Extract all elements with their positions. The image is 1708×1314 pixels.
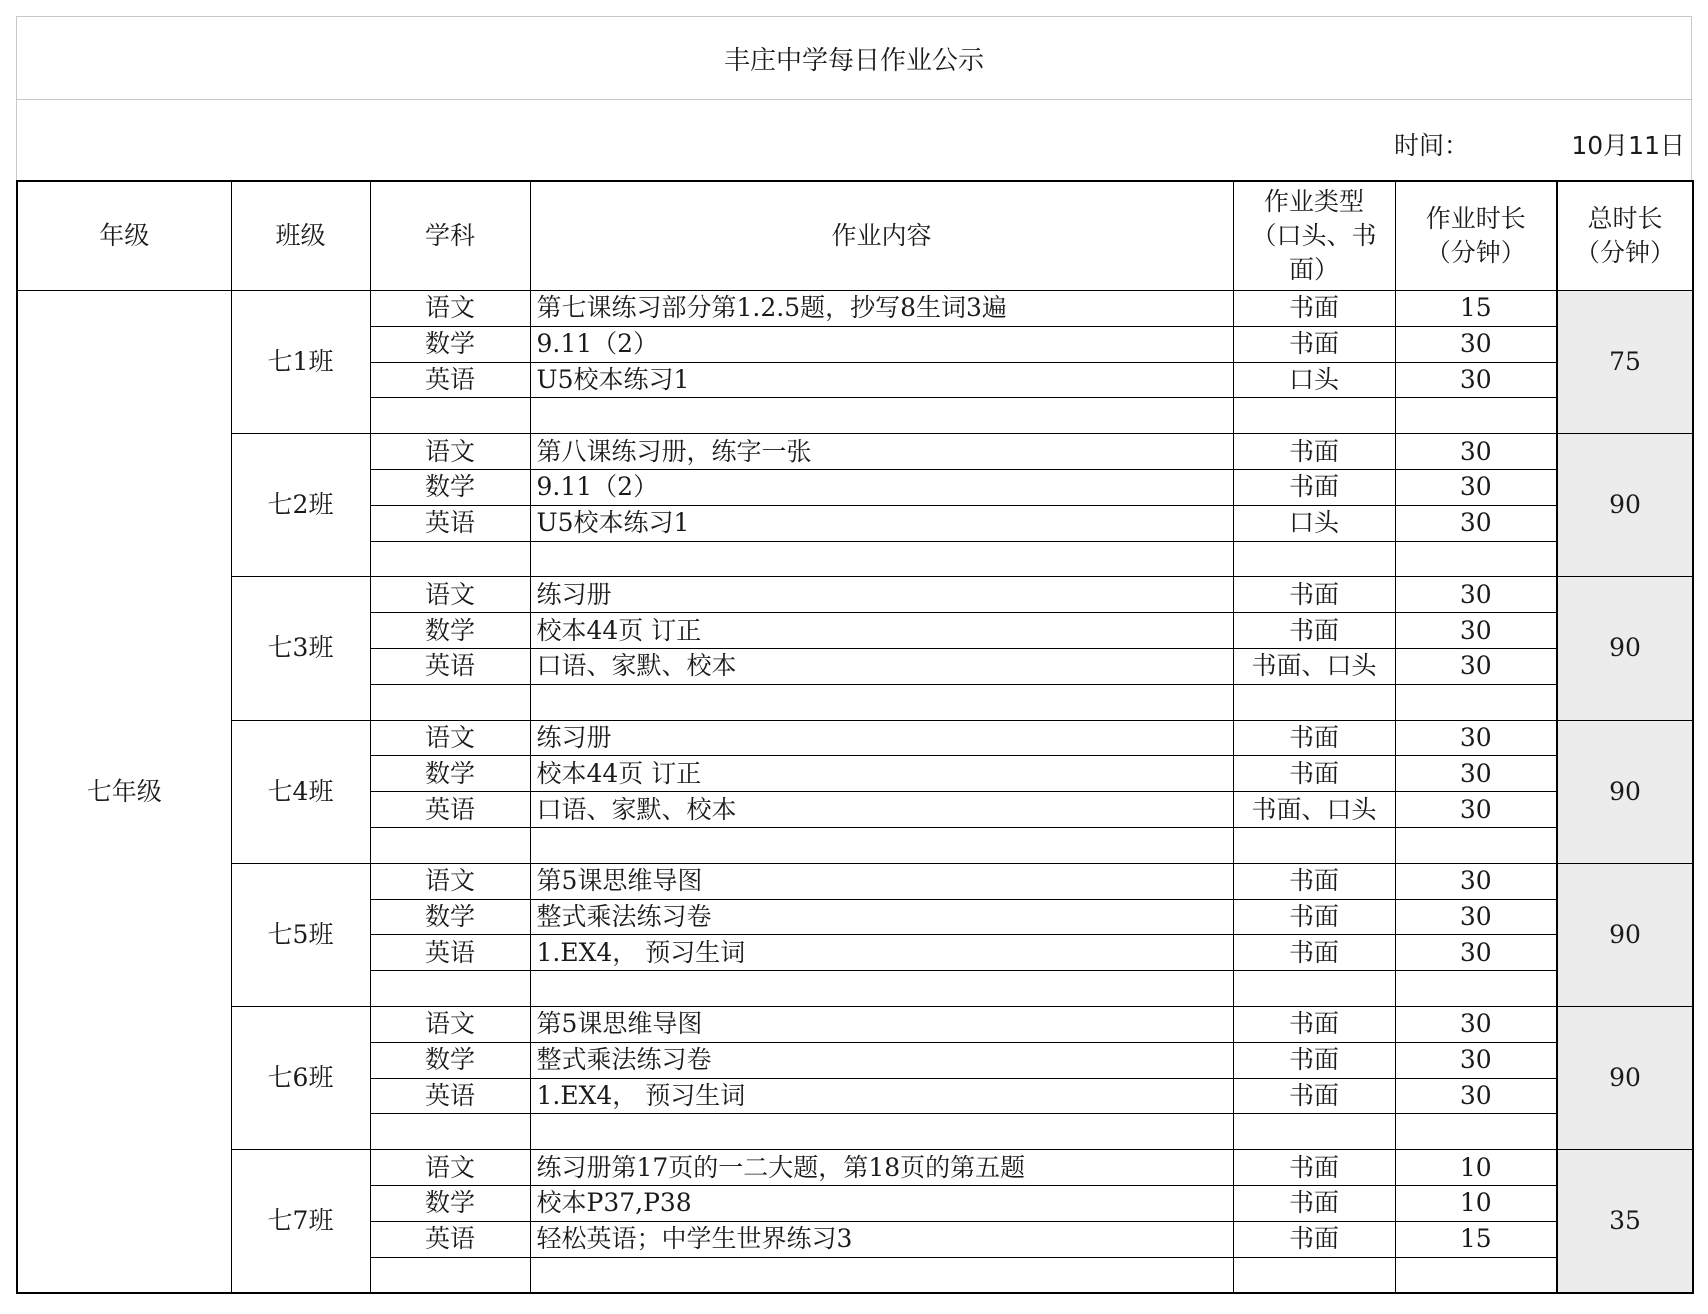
table-row [17, 1006, 1693, 1042]
subject-cell: 语文 [370, 577, 530, 613]
type-cell [1233, 541, 1395, 577]
class-cell: 七7班 [231, 1150, 370, 1294]
content-cell: U5校本练习1 [530, 505, 1233, 541]
header-duration-line1: 作业时长 [1425, 204, 1526, 233]
duration-cell: 30 [1395, 899, 1557, 935]
content-cell: 轻松英语；中学生世界练习3 [530, 1221, 1233, 1257]
header-content: 作业内容 [530, 181, 1233, 291]
content-cell: 1.EX4， 预习生词 [530, 1078, 1233, 1114]
subject-cell [370, 684, 530, 720]
table-row [17, 434, 1693, 470]
duration-cell [1395, 541, 1557, 577]
content-cell: 第5课思维导图 [530, 1006, 1233, 1042]
content-cell: 口语、家默、校本 [530, 648, 1233, 684]
type-cell [1233, 971, 1395, 1007]
table-row [17, 291, 1693, 327]
content-cell: 校本P37,P38 [530, 1185, 1233, 1221]
content-cell: 练习册第17页的一二大题，第18页的第五题 [530, 1150, 1233, 1186]
type-cell: 书面 [1233, 756, 1395, 792]
subject-cell: 数学 [370, 1042, 530, 1078]
table-row [17, 577, 1693, 613]
duration-cell: 30 [1395, 577, 1557, 613]
content-cell [530, 398, 1233, 434]
content-cell: 9.11（2） [530, 469, 1233, 505]
subject-cell: 数学 [370, 1185, 530, 1221]
subject-cell: 语文 [370, 1150, 530, 1186]
type-cell: 书面 [1233, 326, 1395, 362]
class-cell: 七4班 [231, 720, 370, 863]
class-cell: 七6班 [231, 1006, 370, 1149]
content-cell: 9.11（2） [530, 326, 1233, 362]
content-cell: 校本44页 订正 [530, 613, 1233, 649]
total-cell: 75 [1557, 291, 1693, 434]
content-cell: 练习册 [530, 577, 1233, 613]
subject-cell: 数学 [370, 899, 530, 935]
content-cell: 练习册 [530, 720, 1233, 756]
grade-cell: 七年级 [17, 291, 231, 1294]
header-row [17, 181, 1693, 291]
duration-cell [1395, 684, 1557, 720]
duration-cell: 30 [1395, 613, 1557, 649]
duration-cell: 30 [1395, 1078, 1557, 1114]
sheet-title: 丰庄中学每日作业公示 [16, 16, 1692, 100]
header-class: 班级 [231, 181, 370, 291]
subject-cell: 英语 [370, 362, 530, 398]
content-cell: U5校本练习1 [530, 362, 1233, 398]
total-cell: 90 [1557, 577, 1693, 720]
header-total [1557, 181, 1693, 291]
header-total-line2: （分钟） [1574, 238, 1675, 267]
total-cell: 90 [1557, 863, 1693, 1006]
type-cell [1233, 684, 1395, 720]
duration-cell: 30 [1395, 863, 1557, 899]
duration-cell: 15 [1395, 1221, 1557, 1257]
content-cell [530, 971, 1233, 1007]
type-cell: 书面 [1233, 720, 1395, 756]
duration-cell: 30 [1395, 792, 1557, 828]
content-cell: 整式乘法练习卷 [530, 1042, 1233, 1078]
duration-cell [1395, 1114, 1557, 1150]
duration-cell: 30 [1395, 326, 1557, 362]
content-cell: 口语、家默、校本 [530, 792, 1233, 828]
duration-cell: 30 [1395, 434, 1557, 470]
total-cell: 90 [1557, 434, 1693, 577]
subject-cell [370, 827, 530, 863]
type-cell: 口头 [1233, 505, 1395, 541]
content-cell: 第八课练习册，练字一张 [530, 434, 1233, 470]
type-cell: 书面 [1233, 1042, 1395, 1078]
homework-table [16, 180, 1694, 1294]
duration-cell: 30 [1395, 362, 1557, 398]
header-grade: 年级 [17, 181, 231, 291]
subject-cell: 英语 [370, 1221, 530, 1257]
table-row [17, 720, 1693, 756]
duration-cell: 30 [1395, 720, 1557, 756]
content-cell: 校本44页 订正 [530, 756, 1233, 792]
header-type-line1: 作业类型 [1263, 187, 1364, 216]
table-row [17, 1150, 1693, 1186]
duration-cell: 30 [1395, 648, 1557, 684]
subject-cell: 语文 [370, 1006, 530, 1042]
subject-cell: 语文 [370, 863, 530, 899]
table-body [17, 291, 1693, 1294]
type-cell: 书面 [1233, 935, 1395, 971]
header-subject: 学科 [370, 181, 530, 291]
table-row [17, 863, 1693, 899]
content-cell [530, 541, 1233, 577]
header-duration [1395, 181, 1557, 291]
header-type-line3: 面） [1288, 255, 1339, 284]
type-cell [1233, 1114, 1395, 1150]
duration-cell: 30 [1395, 1006, 1557, 1042]
subject-cell: 语文 [370, 720, 530, 756]
total-cell: 35 [1557, 1150, 1693, 1294]
header-type [1233, 181, 1395, 291]
type-cell [1233, 827, 1395, 863]
subject-cell: 英语 [370, 1078, 530, 1114]
content-cell: 整式乘法练习卷 [530, 899, 1233, 935]
subject-cell: 语文 [370, 291, 530, 327]
type-cell: 书面 [1233, 899, 1395, 935]
content-cell [530, 1257, 1233, 1293]
subject-cell [370, 1257, 530, 1293]
content-cell: 第5课思维导图 [530, 863, 1233, 899]
content-cell: 第七课练习部分第1.2.5题，抄写8生词3遍 [530, 291, 1233, 327]
type-cell: 书面 [1233, 1078, 1395, 1114]
type-cell: 书面、口头 [1233, 792, 1395, 828]
subject-cell: 英语 [370, 935, 530, 971]
type-cell: 书面 [1233, 613, 1395, 649]
type-cell: 书面 [1233, 434, 1395, 470]
duration-cell: 30 [1395, 756, 1557, 792]
content-cell [530, 1114, 1233, 1150]
subject-cell [370, 1114, 530, 1150]
subject-cell: 英语 [370, 648, 530, 684]
type-cell [1233, 1257, 1395, 1293]
type-cell: 书面 [1233, 577, 1395, 613]
subject-cell: 英语 [370, 792, 530, 828]
content-cell [530, 827, 1233, 863]
type-cell: 书面 [1233, 1006, 1395, 1042]
subject-cell: 数学 [370, 326, 530, 362]
type-cell [1233, 398, 1395, 434]
class-cell: 七2班 [231, 434, 370, 577]
duration-cell: 30 [1395, 935, 1557, 971]
subject-cell [370, 971, 530, 1007]
duration-cell: 30 [1395, 1042, 1557, 1078]
date-label: 时间： [1393, 131, 1469, 160]
duration-cell [1395, 1257, 1557, 1293]
duration-cell [1395, 827, 1557, 863]
type-cell: 书面 [1233, 469, 1395, 505]
duration-cell: 10 [1395, 1185, 1557, 1221]
subject-cell: 数学 [370, 756, 530, 792]
subject-cell [370, 398, 530, 434]
content-cell: 1.EX4， 预习生词 [530, 935, 1233, 971]
total-cell: 90 [1557, 720, 1693, 863]
type-cell: 书面、口头 [1233, 648, 1395, 684]
class-cell: 七1班 [231, 291, 370, 434]
class-cell: 七5班 [231, 863, 370, 1006]
duration-cell: 10 [1395, 1150, 1557, 1186]
content-cell [530, 684, 1233, 720]
type-cell: 书面 [1233, 1185, 1395, 1221]
type-cell: 书面 [1233, 863, 1395, 899]
type-cell: 书面 [1233, 291, 1395, 327]
duration-cell: 30 [1395, 505, 1557, 541]
date-value: 10月11日 [1571, 131, 1685, 160]
subject-cell: 数学 [370, 613, 530, 649]
duration-cell: 15 [1395, 291, 1557, 327]
duration-cell: 30 [1395, 469, 1557, 505]
subject-cell: 语文 [370, 434, 530, 470]
date-row [16, 100, 1692, 180]
subject-cell: 英语 [370, 505, 530, 541]
duration-cell [1395, 398, 1557, 434]
header-duration-line2: （分钟） [1425, 238, 1526, 267]
duration-cell [1395, 971, 1557, 1007]
subject-cell: 数学 [370, 469, 530, 505]
total-cell: 90 [1557, 1006, 1693, 1149]
type-cell: 书面 [1233, 1150, 1395, 1186]
class-cell: 七3班 [231, 577, 370, 720]
type-cell: 书面 [1233, 1221, 1395, 1257]
type-cell: 口头 [1233, 362, 1395, 398]
header-type-line2: （口头、书 [1251, 221, 1377, 250]
header-total-line1: 总时长 [1587, 204, 1663, 233]
subject-cell [370, 541, 530, 577]
